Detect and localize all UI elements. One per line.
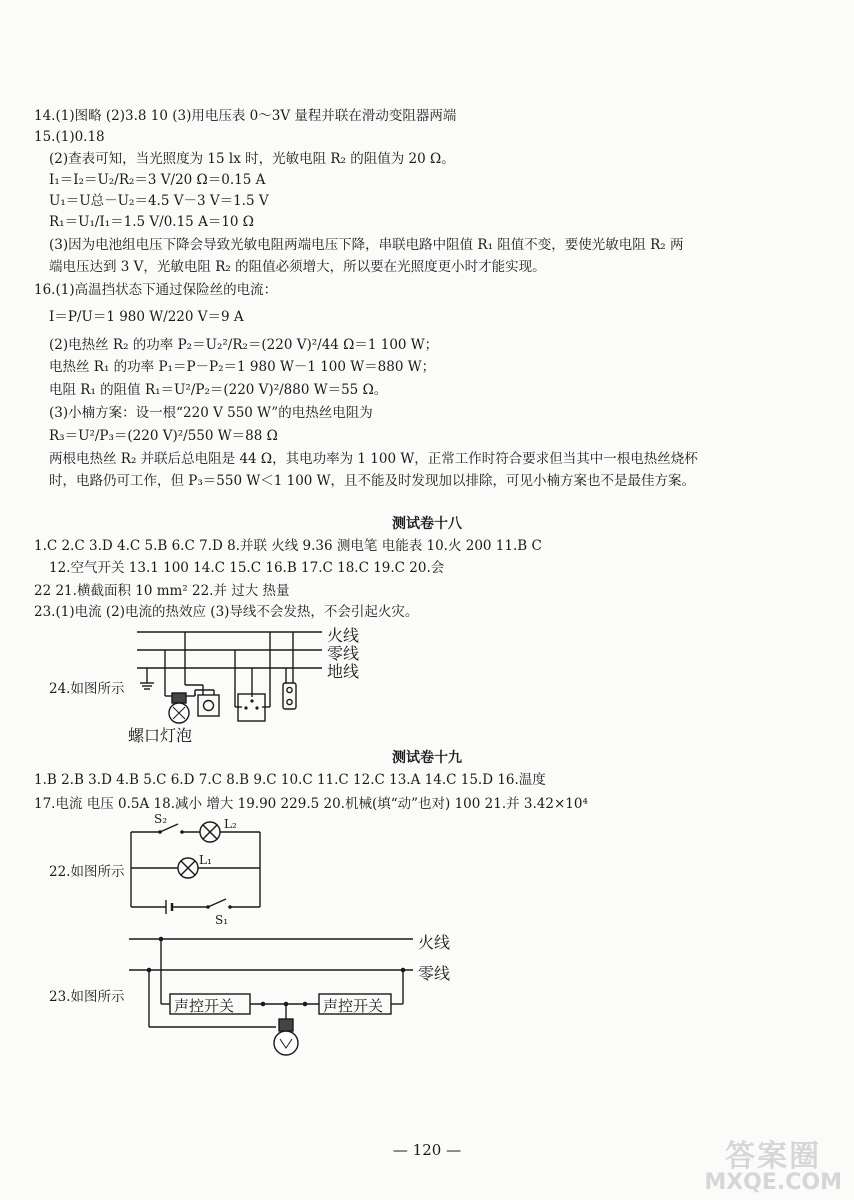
answer-line: 1.C 2.C 3.D 4.C 5.B 6.C 7.D 8.并联 火线 9.36 测电笔 电能表 10.火 200 11.B C xyxy=(34,538,542,554)
q23-caption: 23.如图所示 xyxy=(49,989,125,1005)
l2-label: L₂ xyxy=(224,817,237,831)
l1-label: L₁ xyxy=(199,853,212,867)
answer-line: (2)电热丝 R₂ 的功率 P₂＝U₂²/R₂＝(220 V)²/44 Ω＝1 100 W； xyxy=(49,337,439,353)
q22-caption: 22.如图所示 xyxy=(49,864,125,880)
page-number: — 120 — xyxy=(392,1141,462,1159)
section-title-test18: 测试卷十八 xyxy=(392,516,462,532)
bulb-icon xyxy=(169,693,189,723)
answer-line: R₁＝U₁/I₁＝1.5 V/0.15 A＝10 Ω xyxy=(49,214,254,230)
s2-label: S₂ xyxy=(154,812,168,826)
neutral-wire-label: 零线 xyxy=(327,644,360,663)
answer-line: (2)查表可知，当光照度为 15 lx 时，光敏电阻 R₂ 的阻值为 20 Ω。 xyxy=(49,151,455,167)
sound-switch-label: 声控开关 xyxy=(323,997,384,1015)
answer-line: 17.电流 电压 0.5A 18.减小 增大 19.90 229.5 20.机械(填“动”也对) 100 21.并 3.42×10⁴ xyxy=(34,796,588,812)
answer-line: 1.B 2.B 3.D 4.B 5.C 6.D 7.C 8.B 9.C 10.C 11.C 12.C 13.A 14.C 15.D 16.温度 xyxy=(34,772,546,788)
bulb-icon xyxy=(274,1019,298,1055)
answer-line: I＝P/U＝1 980 W/220 V＝9 A xyxy=(49,309,244,325)
sound-switch-label: 声控开关 xyxy=(174,997,235,1015)
answer-line: (3)因为电池组电压下降会导致光敏电阻两端电压下降，串联电路中阻值 R₁ 阻值不变，要使光敏电阻 R₂ 两 xyxy=(49,237,684,253)
s1-label: S₁ xyxy=(215,913,229,927)
section-title-test19: 测试卷十九 xyxy=(392,750,462,766)
answer-line: 两根电热丝 R₂ 并联后总电阻是 44 Ω，其电功率为 1 100 W，正常工作时符合要求但当其中一根电热丝烧杯 xyxy=(49,451,698,467)
screw-bulb-label: 螺口灯泡 xyxy=(128,726,193,745)
answer-line: 23.(1)电流 (2)电流的热效应 (3)导线不会发热，不会引起火灾。 xyxy=(34,604,419,620)
watermark-text: 答案圈 xyxy=(725,1139,822,1174)
answer-line: 电热丝 R₁ 的功率 P₁＝P－P₂＝1 980 W－1 100 W＝880 W； xyxy=(49,359,436,375)
watermark xyxy=(704,1139,842,1196)
answer-line: 15.(1)0.18 xyxy=(34,129,105,145)
answer-line: 12.空气开关 13.1 100 14.C 15.C 16.B 17.C 18.C 19.C 20.会 xyxy=(49,560,445,576)
answer-line: 时，电路仍可工作，但 P₃＝550 W＜1 100 W，且不能及时发现加以排除，可见小楠方案也不是最佳方案。 xyxy=(49,473,696,489)
answer-line: I₁＝I₂＝U₂/R₂＝3 V/20 Ω＝0.15 A xyxy=(49,172,266,188)
ground-wire-label: 地线 xyxy=(327,662,360,681)
answer-line: 14.(1)图略 (2)3.8 10 (3)用电压表 0～3V 量程并联在滑动变阻器两端 xyxy=(34,108,457,124)
answer-line: (3)小楠方案：设一根“220 V 550 W”的电热丝电阻为 xyxy=(49,405,373,421)
answer-line: 电阻 R₁ 的阻值 R₁＝U²/P₂＝(220 V)²/880 W＝55 Ω。 xyxy=(49,382,388,398)
live-wire-label: 火线 xyxy=(327,626,360,645)
answer-line: U₁＝U总－U₂＝4.5 V－3 V＝1.5 V xyxy=(49,193,269,209)
neutral-wire-label: 零线 xyxy=(418,964,451,983)
q24-caption: 24.如图所示 xyxy=(49,681,125,697)
answer-line: R₃＝U²/P₃＝(220 V)²/550 W＝88 Ω xyxy=(49,428,278,444)
watermark-url: MXQE.COM xyxy=(704,1170,842,1195)
live-wire-label: 火线 xyxy=(418,933,451,952)
answer-line: 16.(1)高温挡状态下通过保险丝的电流： xyxy=(34,282,278,298)
answer-line: 22 21.横截面积 10 mm² 22.并 过大 热量 xyxy=(34,583,290,599)
answer-line: 端电压达到 3 V，光敏电阻 R₂ 的阻值必须增大，所以要在光照度更小时才能实现。 xyxy=(49,259,546,275)
